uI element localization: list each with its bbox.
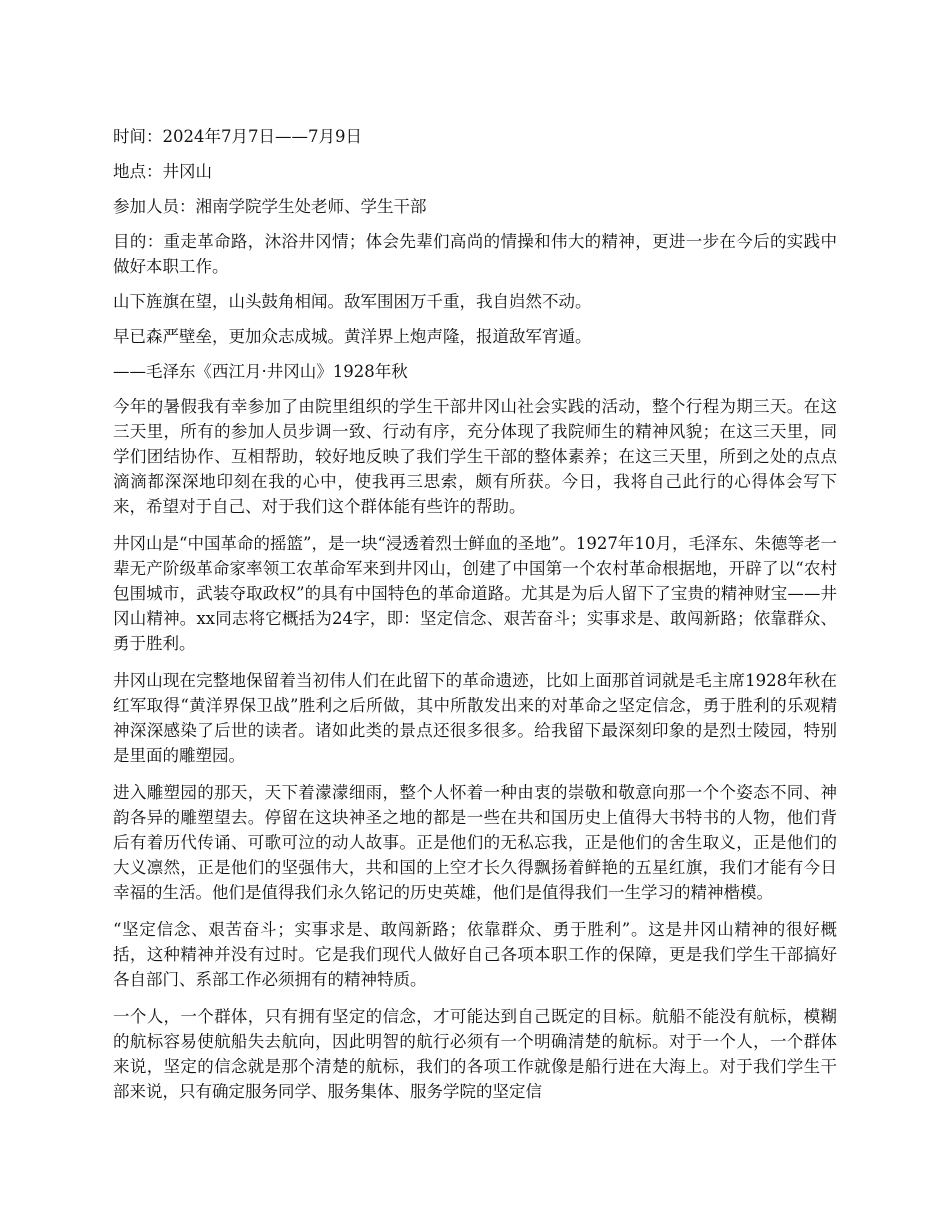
- time-line: 时间：2024年7月7日——7月9日: [113, 127, 362, 146]
- poem-attribution: ——毛泽东《西江月·井冈山》1928年秋: [113, 362, 408, 381]
- body-paragraph-3: 井冈山现在完整地保留着当初伟人们在此留下的革命遗迹，比如上面那首词就是毛主席1928年秋在红军取得“黄洋界保卫战”胜利之后所做，其中所散发出来的对革命之坚定信念，勇于胜利的乐观精神深深感染了后世的读者。诸如此类的景点还很多很多。给我留下最深刻印象的是烈士陵园，特别是里面的雕塑园。: [113, 671, 837, 765]
- poem-line-2: 早已森严壁垒，更加众志成城。黄洋界上炮声隆，报道敌军宵遁。: [113, 327, 592, 346]
- body-paragraph-1: 今年的暑假我有幸参加了由院里组织的学生干部井冈山社会实践的活动，整个行程为期三天。在这三天里，所有的参加人员步调一致、行动有序，充分体现了我院师生的精神风貌；在这三天里，同学们团结协作、互相帮助，较好地反映了我们学生干部的整体素养；在这三天里，所到之处的点点滴滴都深深地印刻在我的心中，使我再三思索，颇有所获。今日，我将自己此行的心得体会写下来，希望对于自己、对于我们这个群体能有些许的帮助。: [113, 397, 837, 516]
- body-paragraph-6: 一个人，一个群体，只有拥有坚定的信念，才可能达到自己既定的目标。航船不能没有航标，模糊的航标容易使航船失去航向，因此明智的航行必须有一个明确清楚的航标。对于一个人，一个群体来说，坚定的信念就是那个清楚的航标，我们的各项工作就像是船行进在大海上。对于我们学生干部来说，只有确定服务同学、服务集体、服务学院的坚定信: [113, 1007, 837, 1101]
- document-page: [113, 124, 837, 1116]
- body-paragraph-5: “坚定信念、艰苦奋斗；实事求是、敢闯新路；依靠群众、勇于胜利”。这是井冈山精神的很好概括，这种精神并没有过时。它是我们现代人做好自己各项本职工作的保障，更是我们学生干部搞好各自部门、系部工作必须拥有的精神特质。: [113, 920, 837, 989]
- purpose-line: 目的：重走革命路，沐浴井冈情；体会先辈们高尚的情操和伟大的精神，更进一步在今后的实践中做好本职工作。: [113, 232, 837, 276]
- participants-line: 参加人员：湘南学院学生处老师、学生干部: [113, 197, 427, 216]
- poem-line-1: 山下旌旗在望，山头鼓角相闻。敌军围困万千重，我自岿然不动。: [113, 292, 592, 311]
- body-paragraph-2: 井冈山是“中国革命的摇篮”，是一块“浸透着烈士鲜血的圣地”。1927年10月，毛泽东、朱德等老一辈无产阶级革命家率领工农革命军来到井冈山，创建了中国第一个农村革命根据地，开辟了以“农村包围城市，武装夺取政权”的具有中国特色的革命道路。尤其是为后人留下了宝贵的精神财宝——井冈山精神。xx同志将它概括为24字，即：坚定信念、艰苦奋斗；实事求是、敢闯新路；依靠群众、勇于胜利。: [113, 534, 837, 653]
- body-paragraph-4: 进入雕塑园的那天，天下着濛濛细雨，整个人怀着一种由衷的崇敬和敬意向那一个个姿态不同、神韵各异的雕塑望去。停留在这块神圣之地的都是一些在共和国历史上值得大书特书的人物，他们背后有着历代传诵、可歌可泣的动人故事。正是他们的无私忘我，正是他们的舍生取义，正是他们的大义凛然，正是他们的坚强伟大，共和国的上空才长久得飘扬着鲜艳的五星红旗，我们才能有今日幸福的生活。他们是值得我们永久铭记的历史英雄，他们是值得我们一生学习的精神楷模。: [113, 783, 837, 902]
- place-line: 地点：井冈山: [113, 162, 212, 181]
